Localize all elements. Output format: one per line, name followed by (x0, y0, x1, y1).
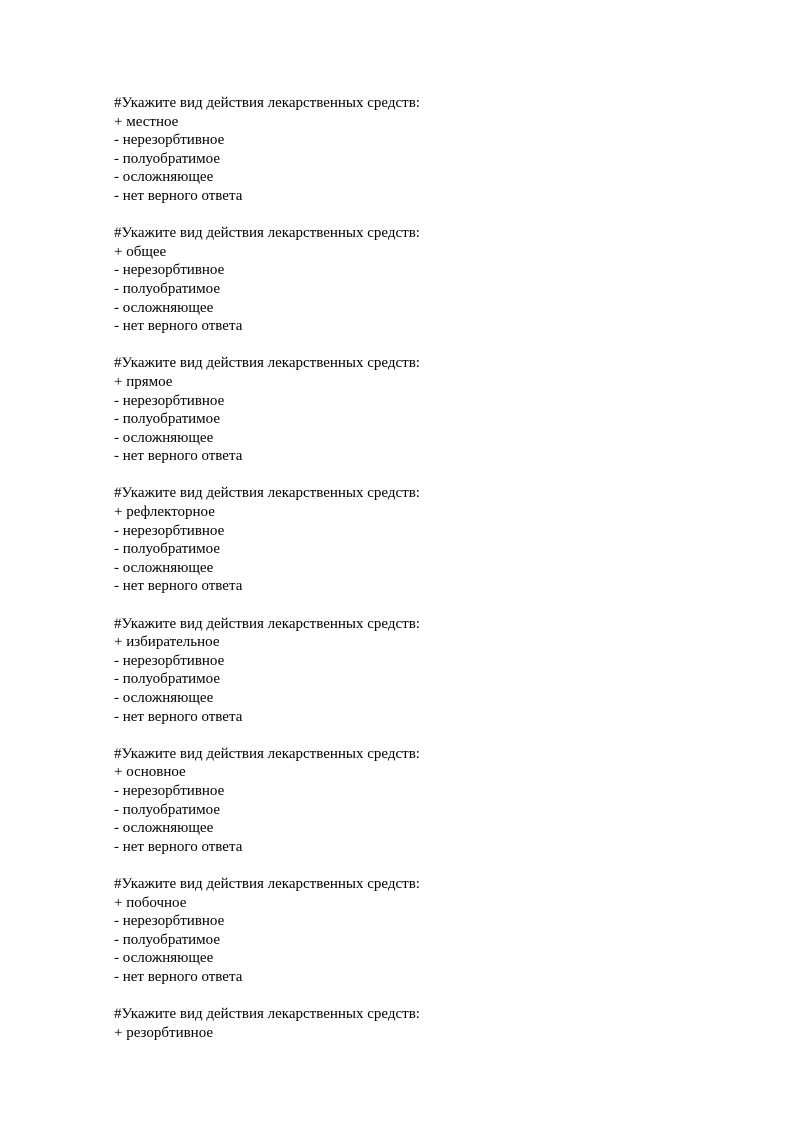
question-block (114, 1005, 714, 1042)
answer-option: - нерезорбтивное (114, 262, 225, 279)
question-block (114, 354, 714, 466)
answer-option: - нерезорбтивное (114, 913, 225, 930)
question-block (114, 875, 714, 987)
answer-option: - полуобратимое (114, 931, 221, 948)
question-prompt: #Укажите вид действия лекарственных средств: (114, 225, 420, 242)
answer-option: - полуобратимое (114, 150, 221, 167)
question-block (114, 224, 714, 336)
question-prompt: #Укажите вид действия лекарственных средств: (114, 875, 420, 892)
correct-answer: + прямое (114, 373, 173, 390)
answer-option: - полуобратимое (114, 671, 221, 688)
answer-option: - осложняющее (114, 299, 214, 316)
answer-option: - нерезорбтивное (114, 392, 225, 409)
answer-option: - полуобратимое (114, 280, 221, 297)
question-block (114, 745, 714, 857)
correct-answer: + рефлекторное (114, 504, 215, 521)
answer-option: - нет верного ответа (114, 968, 243, 985)
answer-option: - нет верного ответа (114, 708, 243, 725)
question-block (114, 484, 714, 596)
correct-answer: + избирательное (114, 634, 220, 651)
answer-option: - осложняющее (114, 169, 214, 186)
question-block (114, 94, 714, 206)
answer-option: - полуобратимое (114, 411, 221, 428)
answer-option: - нет верного ответа (114, 187, 243, 204)
answer-option: - нерезорбтивное (114, 782, 225, 799)
answer-option: - нерезорбтивное (114, 652, 225, 669)
answer-option: - нет верного ответа (114, 578, 243, 595)
question-prompt: #Укажите вид действия лекарственных средств: (114, 1006, 420, 1023)
answer-option: - нет верного ответа (114, 448, 243, 465)
answer-option: - нерезорбтивное (114, 132, 225, 149)
correct-answer: + побочное (114, 894, 187, 911)
answer-option: - нет верного ответа (114, 318, 243, 335)
question-prompt: #Укажите вид действия лекарственных средств: (114, 95, 420, 111)
answer-option: - осложняющее (114, 820, 214, 837)
answer-option: - нерезорбтивное (114, 522, 225, 539)
answer-option: - осложняющее (114, 690, 214, 706)
question-prompt: #Укажите вид действия лекарственных средств: (114, 355, 420, 372)
question-block (114, 615, 714, 727)
question-list (114, 94, 714, 1061)
correct-answer: + местное (114, 113, 179, 130)
correct-answer: + резорбтивное (114, 1024, 214, 1041)
correct-answer: + основное (114, 764, 186, 781)
answer-option: - осложняющее (114, 429, 214, 446)
answer-option: - осложняющее (114, 950, 214, 967)
correct-answer: + общее (114, 243, 167, 260)
answer-option: - осложняющее (114, 559, 214, 576)
answer-option: - полуобратимое (114, 801, 221, 818)
question-prompt: #Укажите вид действия лекарственных средств: (114, 745, 420, 762)
question-prompt: #Укажите вид действия лекарственных средств: (114, 485, 420, 502)
answer-option: - нет верного ответа (114, 838, 243, 855)
question-prompt: #Укажите вид действия лекарственных средств: (114, 615, 420, 632)
answer-option: - полуобратимое (114, 541, 221, 558)
